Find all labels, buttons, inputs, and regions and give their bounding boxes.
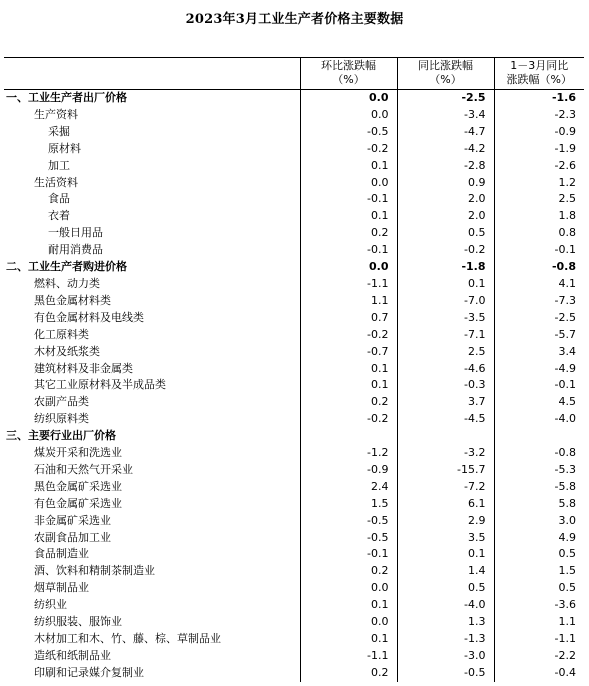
table-row (4, 665, 584, 682)
ytd-value: -0.8 (494, 445, 584, 462)
row-label: 非金属矿采选业 (34, 513, 111, 527)
mom-value: 0.7 (300, 310, 397, 327)
row-label: 造纸和纸制品业 (34, 648, 111, 662)
yoy-value: -0.5 (397, 665, 494, 682)
table-row (4, 107, 584, 124)
yoy-value: 2.9 (397, 513, 494, 530)
mom-value: -0.7 (300, 344, 397, 361)
table-row (4, 124, 584, 141)
row-label: 印刷和记录媒介复制业 (34, 665, 144, 679)
header-yoy-line1: 同比涨跌幅 (418, 59, 473, 72)
mom-value: 0.0 (300, 175, 397, 192)
table-row (4, 496, 584, 513)
row-label: 衣着 (48, 209, 70, 223)
yoy-value: 2.0 (397, 208, 494, 225)
ytd-value: -0.1 (494, 377, 584, 394)
yoy-value: -2.5 (397, 90, 494, 107)
mom-value: 2.4 (300, 479, 397, 496)
yoy-value: 2.5 (397, 344, 494, 361)
row-label: 耐用消费品 (48, 243, 103, 257)
table-row (4, 310, 584, 327)
ytd-value: -3.6 (494, 597, 584, 614)
table-header-row (4, 58, 584, 90)
mom-value: 0.0 (300, 614, 397, 631)
table-row (4, 513, 584, 530)
table-row (4, 208, 584, 225)
mom-value: 0.2 (300, 665, 397, 682)
row-label: 食品制造业 (34, 547, 89, 561)
ytd-value: 4.9 (494, 530, 584, 547)
table-row (4, 445, 584, 462)
ytd-value: -5.3 (494, 462, 584, 479)
ytd-value: -5.7 (494, 327, 584, 344)
ytd-value: 0.5 (494, 580, 584, 597)
table-row (4, 411, 584, 428)
yoy-value: -3.4 (397, 107, 494, 124)
row-label: 食品 (48, 192, 70, 206)
yoy-value: 1.4 (397, 563, 494, 580)
row-label: 建筑材料及非金属类 (34, 361, 133, 375)
ytd-value: 3.0 (494, 513, 584, 530)
mom-value: -0.5 (300, 530, 397, 547)
header-yoy-line2: （%） (429, 73, 462, 86)
mom-value: -0.9 (300, 462, 397, 479)
mom-value: -0.5 (300, 513, 397, 530)
ytd-value: -4.9 (494, 361, 584, 378)
header-ytd (494, 58, 584, 90)
ytd-value: -0.1 (494, 242, 584, 259)
mom-value: 0.0 (300, 580, 397, 597)
row-label: 石油和天然气开采业 (34, 462, 133, 476)
row-label: 黑色金属材料类 (34, 293, 111, 307)
table-row (4, 394, 584, 411)
yoy-value: 0.9 (397, 175, 494, 192)
ytd-value: 1.8 (494, 208, 584, 225)
mom-value: 0.2 (300, 394, 397, 411)
table-row (4, 377, 584, 394)
table-row (4, 563, 584, 580)
header-ytd-line2: 涨跌幅（%） (506, 73, 572, 86)
row-label: 酒、饮料和精制茶制造业 (34, 564, 155, 578)
table-row (4, 479, 584, 496)
mom-value: -0.5 (300, 124, 397, 141)
row-label: 黑色金属矿采选业 (34, 479, 122, 493)
yoy-value: 3.7 (397, 394, 494, 411)
ytd-value: -1.6 (494, 90, 584, 107)
table-row (4, 141, 584, 158)
table-row (4, 361, 584, 378)
mom-value: -0.1 (300, 546, 397, 563)
row-label: 纺织原料类 (34, 412, 89, 426)
yoy-value (397, 428, 494, 445)
table-row (4, 327, 584, 344)
ytd-value: 1.2 (494, 175, 584, 192)
ytd-value: -1.9 (494, 141, 584, 158)
row-label: 木材及纸浆类 (34, 344, 100, 358)
yoy-value: 6.1 (397, 496, 494, 513)
row-label: 烟草制品业 (34, 581, 89, 595)
row-label: 有色金属材料及电线类 (34, 310, 144, 324)
table-row (4, 428, 584, 445)
ytd-value: -5.8 (494, 479, 584, 496)
mom-value: 0.2 (300, 225, 397, 242)
yoy-value: -1.8 (397, 259, 494, 276)
header-blank (4, 58, 300, 90)
row-label: 原材料 (48, 141, 81, 155)
row-label: 加工 (48, 158, 70, 172)
price-data-table (4, 57, 584, 682)
yoy-value: -3.5 (397, 310, 494, 327)
table-row (4, 90, 584, 107)
ytd-value: -2.3 (494, 107, 584, 124)
header-ytd-line1: 1－3月同比 (510, 59, 569, 72)
mom-value: -0.1 (300, 191, 397, 208)
yoy-value: -7.0 (397, 293, 494, 310)
table-row (4, 242, 584, 259)
table-body (4, 90, 584, 682)
yoy-value: -4.0 (397, 597, 494, 614)
row-label: 煤炭开采和洗选业 (34, 446, 122, 460)
table-row (4, 158, 584, 175)
row-label: 燃料、动力类 (34, 276, 100, 290)
yoy-value: 0.1 (397, 546, 494, 563)
mom-value: 0.1 (300, 208, 397, 225)
ytd-value: 1.5 (494, 563, 584, 580)
yoy-value: -15.7 (397, 462, 494, 479)
mom-value: 0.1 (300, 158, 397, 175)
mom-value: -1.1 (300, 648, 397, 665)
yoy-value: -7.1 (397, 327, 494, 344)
mom-value: 1.5 (300, 496, 397, 513)
mom-value: -1.1 (300, 276, 397, 293)
ytd-value: -0.4 (494, 665, 584, 682)
yoy-value: 1.3 (397, 614, 494, 631)
table-row (4, 259, 584, 276)
ytd-value: 2.5 (494, 191, 584, 208)
yoy-value: -4.2 (397, 141, 494, 158)
header-yoy (397, 58, 494, 90)
table-row (4, 191, 584, 208)
yoy-value: -1.3 (397, 631, 494, 648)
yoy-value: -7.2 (397, 479, 494, 496)
mom-value: 0.1 (300, 631, 397, 648)
table-row (4, 648, 584, 665)
ytd-value: -4.0 (494, 411, 584, 428)
yoy-value: 0.5 (397, 225, 494, 242)
yoy-value: -0.2 (397, 242, 494, 259)
ytd-value: -0.8 (494, 259, 584, 276)
ytd-value: 1.1 (494, 614, 584, 631)
ytd-value: 0.5 (494, 546, 584, 563)
yoy-value: 2.0 (397, 191, 494, 208)
ytd-value: -2.2 (494, 648, 584, 665)
ytd-value: -2.6 (494, 158, 584, 175)
ytd-value: 0.8 (494, 225, 584, 242)
yoy-value: -4.6 (397, 361, 494, 378)
table-row (4, 631, 584, 648)
table-row (4, 344, 584, 361)
mom-value: 0.1 (300, 597, 397, 614)
table-row (4, 225, 584, 242)
ytd-value: -0.9 (494, 124, 584, 141)
yoy-value: 0.1 (397, 276, 494, 293)
yoy-value: 0.5 (397, 580, 494, 597)
table-row (4, 597, 584, 614)
table-row (4, 462, 584, 479)
mom-value: -0.2 (300, 411, 397, 428)
mom-value: -0.2 (300, 141, 397, 158)
yoy-value: -0.3 (397, 377, 494, 394)
table-row (4, 530, 584, 547)
mom-value: -1.2 (300, 445, 397, 462)
table-row (4, 175, 584, 192)
row-label: 农副食品加工业 (34, 530, 111, 544)
yoy-value: 3.5 (397, 530, 494, 547)
page-title: 2023年3月工业生产者价格主要数据 (185, 12, 404, 27)
ytd-value: 3.4 (494, 344, 584, 361)
row-label: 纺织服装、服饰业 (34, 615, 122, 629)
header-mom (300, 58, 397, 90)
ytd-value: -7.3 (494, 293, 584, 310)
ytd-value: 4.1 (494, 276, 584, 293)
table-row (4, 276, 584, 293)
mom-value: 0.0 (300, 90, 397, 107)
row-label: 二、工业生产者购进价格 (6, 260, 127, 274)
mom-value: -0.2 (300, 327, 397, 344)
ytd-value: -1.1 (494, 631, 584, 648)
row-label: 有色金属矿采选业 (34, 496, 122, 510)
row-label: 一般日用品 (48, 226, 103, 240)
table-row (4, 614, 584, 631)
ytd-value: 4.5 (494, 394, 584, 411)
mom-value: 0.0 (300, 259, 397, 276)
ytd-value: 5.8 (494, 496, 584, 513)
row-label: 生产资料 (34, 107, 78, 121)
row-label: 木材加工和木、竹、藤、棕、草制品业 (34, 632, 221, 645)
ytd-value (494, 428, 584, 445)
row-label: 纺织业 (34, 598, 67, 612)
yoy-value: -2.8 (397, 158, 494, 175)
header-mom-line1: 环比涨跌幅 (321, 59, 376, 72)
row-label: 其它工业原材料及半成品类 (34, 378, 166, 392)
mom-value: -0.1 (300, 242, 397, 259)
header-mom-line2: （%） (332, 73, 365, 86)
yoy-value: -4.7 (397, 124, 494, 141)
row-label: 一、工业生产者出厂价格 (6, 91, 127, 104)
yoy-value: -3.0 (397, 648, 494, 665)
ytd-value: -2.5 (494, 310, 584, 327)
mom-value: 0.1 (300, 377, 397, 394)
yoy-value: -4.5 (397, 411, 494, 428)
row-label: 化工原料类 (34, 327, 89, 341)
row-label: 生活资料 (34, 175, 78, 189)
mom-value: 0.2 (300, 563, 397, 580)
table-row (4, 546, 584, 563)
mom-value: 0.0 (300, 107, 397, 124)
row-label: 采掘 (48, 124, 70, 138)
table-row (4, 580, 584, 597)
mom-value (300, 428, 397, 445)
mom-value: 1.1 (300, 293, 397, 310)
table-row (4, 293, 584, 310)
row-label: 三、主要行业出厂价格 (6, 429, 116, 443)
yoy-value: -3.2 (397, 445, 494, 462)
mom-value: 0.1 (300, 361, 397, 378)
row-label: 农副产品类 (34, 395, 89, 409)
